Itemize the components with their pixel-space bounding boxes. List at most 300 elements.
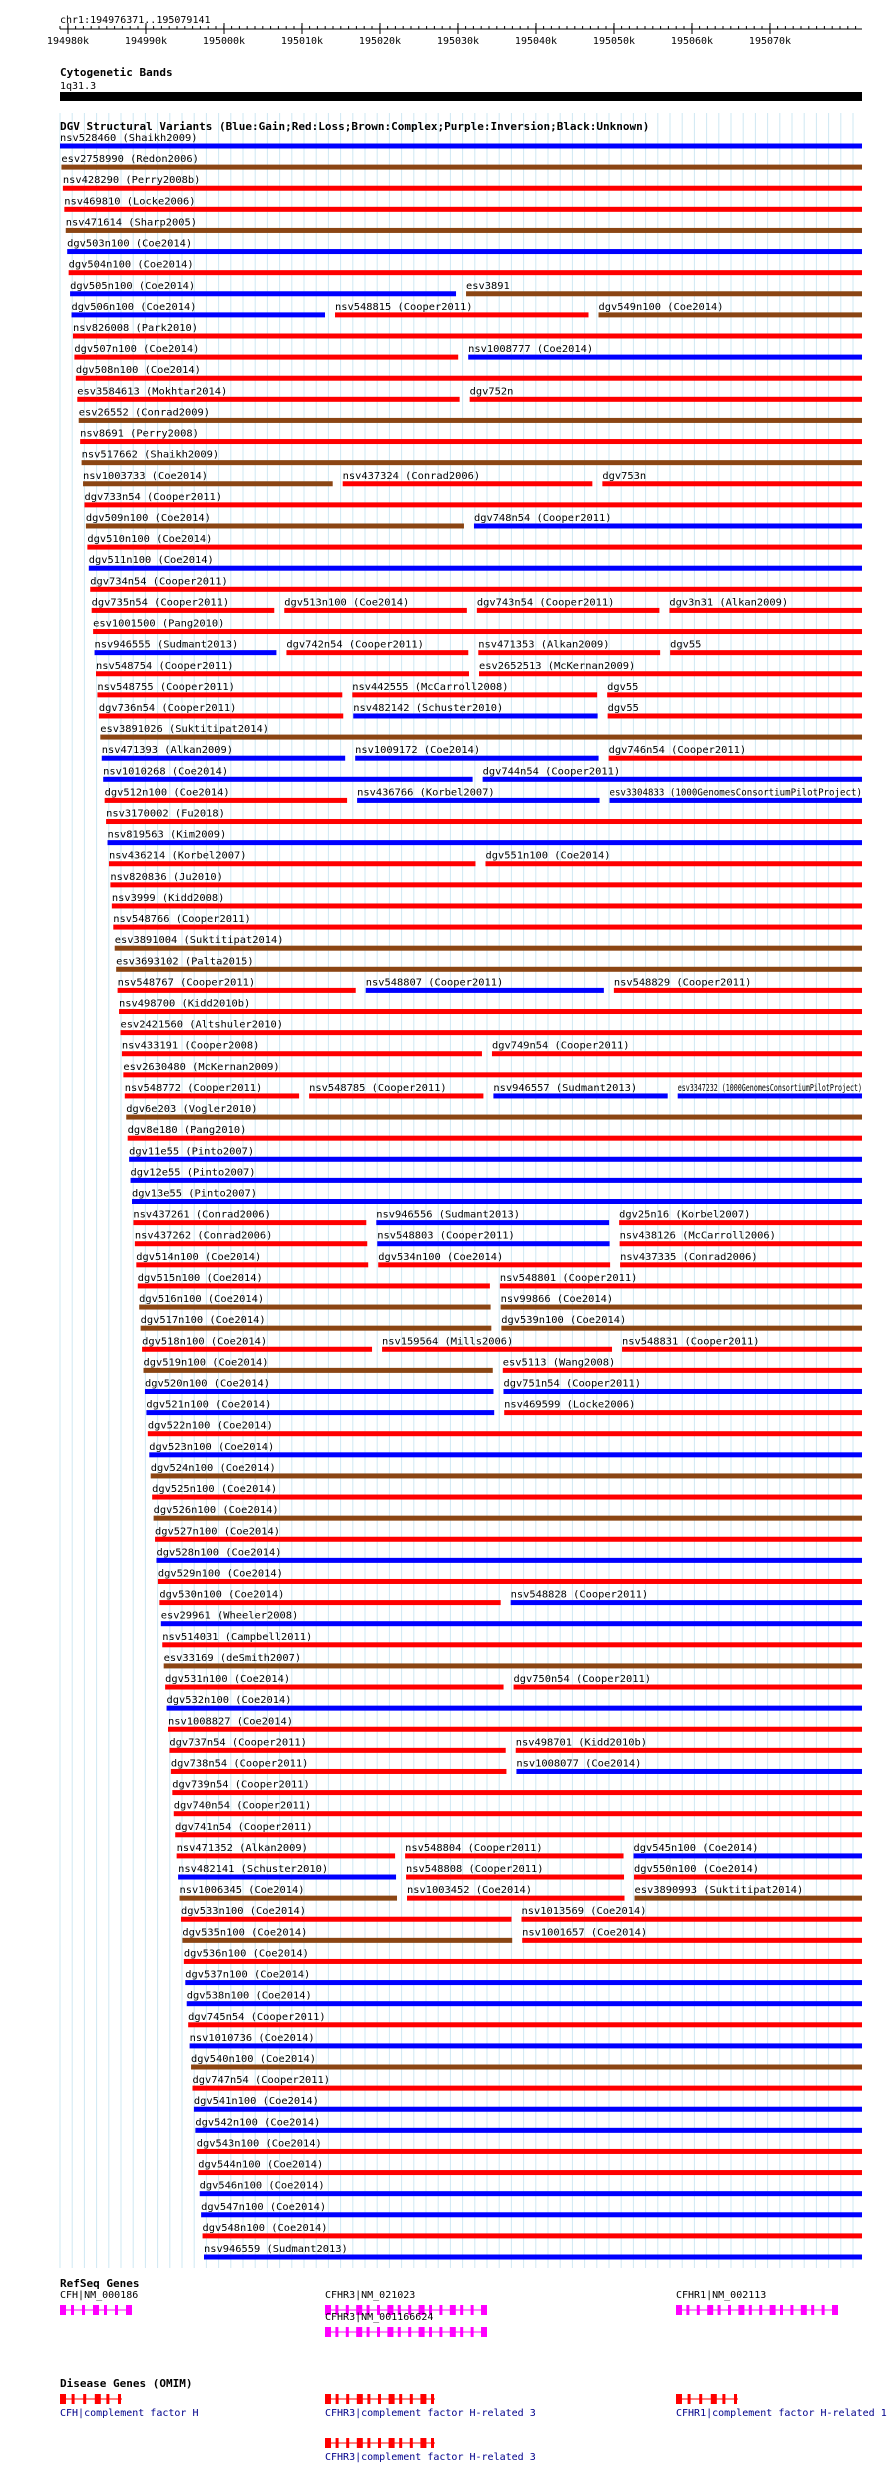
dgv-variant-bar[interactable] xyxy=(168,1727,862,1732)
dgv-variant-bar[interactable] xyxy=(479,671,862,676)
dgv-variant-bar[interactable] xyxy=(182,1938,512,1943)
dgv-variant-bar[interactable] xyxy=(407,1896,624,1901)
dgv-variant-bar[interactable] xyxy=(99,713,343,718)
dgv-variant-label: dgv526n100 (Coe2014) xyxy=(153,1505,279,1517)
dgv-variant-label: dgv544n100 (Coe2014) xyxy=(198,2159,324,2171)
dgv-variant-label: dgv745n54 (Cooper2011) xyxy=(188,2011,326,2023)
dgv-variant-label: nsv548754 (Cooper2011) xyxy=(96,660,234,672)
dgv-variant-label: nsv1008077 (Coe2014) xyxy=(516,1758,642,1770)
dgv-variant-bar[interactable] xyxy=(72,312,325,317)
dgv-variant-label: dgv741n54 (Cooper2011) xyxy=(175,1821,313,1833)
exon xyxy=(734,2394,737,2404)
dgv-variant-bar[interactable] xyxy=(478,650,660,655)
exon xyxy=(399,2438,402,2448)
cytoband-track-title: Cytogenetic Bands xyxy=(60,66,173,79)
dgv-variant-label: dgv751n54 (Cooper2011) xyxy=(503,1378,641,1390)
dgv-variant-label: nsv438126 (McCarroll2006) xyxy=(619,1230,776,1242)
dgv-variant-label: nsv548755 (Cooper2011) xyxy=(97,681,235,693)
exon xyxy=(439,2305,442,2315)
dgv-variant-label: dgv55 xyxy=(607,681,639,693)
dgv-variant-bar[interactable] xyxy=(511,1600,862,1605)
dgv-variant-label: dgv746n54 (Cooper2011) xyxy=(608,745,747,757)
exon xyxy=(749,2305,752,2315)
dgv-variant-bar[interactable] xyxy=(64,207,862,212)
dgv-variant-label: nsv8691 (Perry2008) xyxy=(80,428,199,440)
dgv-variant-bar[interactable] xyxy=(286,650,468,655)
dgv-variant-bar[interactable] xyxy=(144,1368,493,1373)
ruler-tick-label: 195040k xyxy=(514,36,558,47)
dgv-variant-label: dgv543n100 (Coe2014) xyxy=(196,2138,322,2150)
dgv-variant-bar[interactable] xyxy=(608,713,862,718)
dgv-variant-bar[interactable] xyxy=(95,650,277,655)
exon xyxy=(367,2438,370,2448)
dgv-variant-bar[interactable] xyxy=(620,1262,862,1267)
omim-gene-glyph[interactable] xyxy=(60,2394,122,2404)
dgv-variant-bar[interactable] xyxy=(609,756,862,761)
dgv-variant-bar[interactable] xyxy=(63,186,862,191)
dgv-variant-label: dgv504n100 (Coe2014) xyxy=(68,259,194,271)
dgv-variant-label: dgv516n100 (Coe2014) xyxy=(139,1294,265,1306)
dgv-variant-bar[interactable] xyxy=(501,1326,862,1331)
dgv-variant-bar[interactable] xyxy=(405,1853,623,1858)
dgv-variant-label: nsv1008777 (Coe2014) xyxy=(468,344,594,356)
dgv-variant-bar[interactable] xyxy=(669,608,862,613)
dgv-variant-label: esv26552 (Conrad2009) xyxy=(78,407,210,419)
dgv-variant-bar[interactable] xyxy=(152,1495,862,1500)
dgv-variant-bar[interactable] xyxy=(135,1241,367,1246)
dgv-variant-label: dgv529n100 (Coe2014) xyxy=(157,1568,283,1580)
exon xyxy=(460,2305,463,2315)
dgv-track-title: DGV Structural Variants (Blue:Gain;Red:Loss;Brown:Complex;Purple:Inversion;Black:Unknown) xyxy=(60,120,650,133)
dgv-variant-label: nsv469599 (Locke2006) xyxy=(504,1399,636,1411)
dgv-variant-bar[interactable] xyxy=(185,1980,862,1985)
dgv-variant-bar[interactable] xyxy=(69,270,862,275)
dgv-variant-bar[interactable] xyxy=(138,1283,490,1288)
dgv-variant-label: dgv523n100 (Coe2014) xyxy=(149,1441,275,1453)
dgv-variant-label: nsv548815 (Cooper2011) xyxy=(335,301,473,313)
dgv-variant-bar[interactable] xyxy=(96,671,469,676)
refseq-gene-glyph[interactable] xyxy=(325,2327,487,2337)
dgv-variant-bar[interactable] xyxy=(145,1389,494,1394)
dgv-variant-bar[interactable] xyxy=(503,1389,862,1394)
dgv-variant-bar[interactable] xyxy=(126,1115,862,1120)
dgv-variant-label: dgv738n54 (Cooper2011) xyxy=(170,1758,309,1770)
dgv-variant-label: dgv740n54 (Cooper2011) xyxy=(173,1800,312,1812)
dgv-variant-bar[interactable] xyxy=(172,1790,862,1795)
exon xyxy=(711,2394,717,2404)
dgv-variant-bar[interactable] xyxy=(188,2022,862,2027)
dgv-variant-bar[interactable] xyxy=(492,1051,862,1056)
dgv-variant-label: nsv469810 (Locke2006) xyxy=(64,196,196,208)
dgv-variant-bar[interactable] xyxy=(119,1009,862,1014)
dgv-variant-label: esv5113 (Wang2008) xyxy=(502,1357,616,1369)
exon xyxy=(367,2394,370,2404)
dgv-variant-bar[interactable] xyxy=(516,1769,862,1774)
dgv-variant-label: dgv531n100 (Coe2014) xyxy=(165,1674,291,1686)
dgv-variant-label: nsv471353 (Alkan2009) xyxy=(478,639,610,651)
dgv-variant-bar[interactable] xyxy=(197,2149,862,2154)
dgv-variant-label: dgv535n100 (Coe2014) xyxy=(182,1927,308,1939)
dgv-variant-bar[interactable] xyxy=(500,1283,862,1288)
omim-gene-label[interactable]: CFHR3|complement factor H-related 3 xyxy=(325,2408,536,2419)
dgv-variant-label: dgv528n100 (Coe2014) xyxy=(156,1547,282,1559)
dgv-variant-bar[interactable] xyxy=(116,967,862,972)
dgv-variant-label: dgv503n100 (Coe2014) xyxy=(67,238,193,250)
dgv-variant-label: dgv546n100 (Coe2014) xyxy=(199,2180,325,2192)
dgv-variant-bar[interactable] xyxy=(614,988,862,993)
dgv-variant-bar[interactable] xyxy=(622,1347,862,1352)
dgv-variant-label: nsv471614 (Sharp2005) xyxy=(65,217,198,229)
dgv-variant-bar[interactable] xyxy=(77,397,459,402)
dgv-variant-bar[interactable] xyxy=(474,523,862,528)
exon xyxy=(688,2394,691,2404)
dgv-variant-label: nsv946559 (Sudmant2013) xyxy=(204,2244,348,2255)
dgv-variant-bar[interactable] xyxy=(110,882,862,887)
dgv-variant-bar[interactable] xyxy=(352,692,597,697)
dgv-variant-label: nsv819563 (Kim2009) xyxy=(107,829,227,841)
dgv-variant-bar[interactable] xyxy=(468,355,862,360)
omim-track-title: Disease Genes (OMIM) xyxy=(60,2377,193,2390)
exon xyxy=(336,2394,339,2404)
refseq-gene-label[interactable]: CFH|NM_000186 xyxy=(60,2290,139,2301)
dgv-variant-bar[interactable] xyxy=(200,2191,862,2196)
dgv-variant-bar[interactable] xyxy=(187,2001,862,2006)
dgv-variant-bar[interactable] xyxy=(131,1178,862,1183)
dgv-variant-bar[interactable] xyxy=(149,1452,862,1457)
exon xyxy=(82,2305,85,2315)
dgv-variant[interactable] xyxy=(678,1083,862,1099)
dgv-variant-bar[interactable] xyxy=(634,1875,862,1880)
dgv-variant-bar[interactable] xyxy=(156,1558,862,1563)
dgv-variant-label: nsv548804 (Cooper2011) xyxy=(405,1842,543,1854)
dgv-variant-bar[interactable] xyxy=(100,735,862,740)
dgv-variant-bar[interactable] xyxy=(142,1347,372,1352)
dgv-variant-bar[interactable] xyxy=(70,291,456,296)
dgv-variant-bar[interactable] xyxy=(177,1853,395,1858)
dgv-variant-bar[interactable] xyxy=(503,1368,862,1373)
exon xyxy=(95,2394,101,2404)
dgv-variant-bar[interactable] xyxy=(619,1220,862,1225)
dgv-variant-bar[interactable] xyxy=(103,777,472,782)
dgv-variant-bar[interactable] xyxy=(174,1811,862,1816)
dgv-variant-bar[interactable] xyxy=(355,756,598,761)
dgv-variant-bar[interactable] xyxy=(106,819,862,824)
dgv-variant-label: dgv748n54 (Cooper2011) xyxy=(473,512,612,524)
dgv-variant-bar[interactable] xyxy=(376,1220,609,1225)
dgv-variant-bar[interactable] xyxy=(108,840,862,845)
dgv-variant-bar[interactable] xyxy=(516,1748,862,1753)
dgv-variant-bar[interactable] xyxy=(151,1473,862,1478)
dgv-variant-label: nsv1008827 (Coe2014) xyxy=(168,1716,293,1728)
dgv-variant-bar[interactable] xyxy=(195,2128,862,2133)
dgv-variant-bar[interactable] xyxy=(61,165,862,170)
dgv-variant-bar[interactable] xyxy=(90,587,862,592)
dgv-variant-bar[interactable] xyxy=(343,481,593,486)
omim-gene-label[interactable]: CFHR1|complement factor H-related 1 xyxy=(676,2408,887,2419)
dgv-variant-label: esv29961 (Wheeler2008) xyxy=(160,1610,299,1622)
dgv-variant-bar[interactable] xyxy=(89,566,862,571)
dgv-variant-bar[interactable] xyxy=(82,460,862,465)
dgv-variant-bar[interactable] xyxy=(191,2065,862,2070)
dgv-variant-label: dgv537n100 (Coe2014) xyxy=(185,1969,311,1981)
dgv-variant-label: nsv548772 (Cooper2011) xyxy=(124,1082,263,1094)
ruler-tick-label: 195020k xyxy=(358,36,402,47)
dgv-variant-label: dgv519n100 (Coe2014) xyxy=(143,1357,269,1369)
dgv-variant-label: esv3693102 (Palta2015) xyxy=(116,956,254,968)
dgv-variant-bar[interactable] xyxy=(514,1685,862,1690)
exon xyxy=(718,2305,721,2315)
dgv-variant-bar[interactable] xyxy=(97,692,342,697)
dgv-variant-bar[interactable] xyxy=(175,1832,862,1837)
dgv-variant-label: nsv946556 (Sudmant2013) xyxy=(376,1209,521,1221)
dgv-variant-bar[interactable] xyxy=(60,144,862,149)
dgv-variant-bar[interactable] xyxy=(125,1093,299,1098)
dgv-variant-bar[interactable] xyxy=(162,1642,862,1647)
dgv-variant-label: dgv547n100 (Coe2014) xyxy=(201,2201,327,2213)
dgv-variant-bar[interactable] xyxy=(120,1030,862,1035)
omim-track xyxy=(60,2394,887,2463)
dgv-variant-bar[interactable] xyxy=(599,312,862,317)
dgv-variant-bar[interactable] xyxy=(382,1347,612,1352)
dgv-variant-bar[interactable] xyxy=(92,608,275,613)
exon xyxy=(450,2327,456,2337)
dgv-variant-bar[interactable] xyxy=(129,1157,862,1162)
dgv-variant-label: nsv3999 (Kidd2008) xyxy=(111,892,225,904)
dgv-variant-label: dgv735n54 (Cooper2011) xyxy=(91,597,230,609)
exon xyxy=(471,2327,474,2337)
dgv-variant-label: dgv540n100 (Coe2014) xyxy=(191,2054,317,2066)
dgv-variant-bar[interactable] xyxy=(122,1051,482,1056)
exon xyxy=(378,2394,381,2404)
ruler-tick-label: 195010k xyxy=(280,36,324,47)
dgv-variant-bar[interactable] xyxy=(164,1663,862,1668)
exon xyxy=(431,2438,434,2448)
dgv-variant-bar[interactable] xyxy=(83,481,333,486)
exon xyxy=(471,2305,474,2315)
dgv-variant-label: nsv1003452 (Coe2014) xyxy=(407,1885,533,1897)
exon xyxy=(811,2305,814,2315)
dgv-variant-bar[interactable] xyxy=(178,1875,396,1880)
exon xyxy=(377,2327,380,2337)
dgv-variant-bar[interactable] xyxy=(284,608,467,613)
dgv-variant-bar[interactable] xyxy=(148,1431,862,1436)
refseq-gene-glyph[interactable] xyxy=(676,2305,838,2315)
dgv-variant-bar[interactable] xyxy=(93,629,862,634)
dgv-variant-bar[interactable] xyxy=(80,439,862,444)
dgv-variant-bar[interactable] xyxy=(165,1685,503,1690)
dgv-variant-bar[interactable] xyxy=(522,1938,862,1943)
dgv-variant-bar[interactable] xyxy=(504,1410,862,1415)
dgv-variant-bar[interactable] xyxy=(184,1959,862,1964)
dgv-variant-bar[interactable] xyxy=(133,1220,366,1225)
dgv-variant-label: nsv548808 (Cooper2011) xyxy=(406,1864,544,1876)
exon xyxy=(738,2305,744,2315)
dgv-variant-bar[interactable] xyxy=(501,1305,862,1310)
dgv-variant-bar[interactable] xyxy=(105,798,347,803)
dgv-variant-label: esv3891004 (Suktitipat2014) xyxy=(114,935,284,947)
dgv-variant-bar[interactable] xyxy=(67,249,862,254)
dgv-variant-bar[interactable] xyxy=(194,2107,862,2112)
dgv-variant-bar[interactable] xyxy=(670,650,862,655)
dgv-variant-label: dgv6e203 (Vogler2010) xyxy=(126,1104,258,1116)
dgv-variant-bar[interactable] xyxy=(118,988,356,993)
refseq-track xyxy=(60,2290,838,2337)
dgv-variant-label: nsv548829 (Cooper2011) xyxy=(613,977,752,989)
omim-gene-label[interactable]: CFH|complement factor H xyxy=(60,2408,199,2419)
refseq-gene-label[interactable]: CFHR3|NM_021023 xyxy=(325,2290,416,2301)
dgv-variant-bar[interactable] xyxy=(477,608,660,613)
dgv-variant-bar[interactable] xyxy=(366,988,604,993)
dgv-variant-bar[interactable] xyxy=(353,713,597,718)
dgv-variant-bar[interactable] xyxy=(79,418,862,423)
exon xyxy=(93,2305,99,2315)
dgv-variant-label: dgv513n100 (Coe2014) xyxy=(284,597,410,609)
exon xyxy=(460,2327,463,2337)
dgv-variant-bar[interactable] xyxy=(378,1262,610,1267)
dgv-variant-label: dgv512n100 (Coe2014) xyxy=(104,787,230,799)
dgv-variant-bar[interactable] xyxy=(146,1410,494,1415)
dgv-variant-bar[interactable] xyxy=(128,1136,862,1141)
dgv-variant-label: esv2758990 (Redon2006) xyxy=(61,154,199,166)
dgv-variant-bar[interactable] xyxy=(470,397,862,402)
omim-gene-label[interactable]: CFHR3|complement factor H-related 3 xyxy=(325,2452,536,2463)
dgv-variant-label: dgv550n100 (Coe2014) xyxy=(634,1864,760,1876)
dgv-variant[interactable] xyxy=(610,787,862,803)
dgv-variant-bar[interactable] xyxy=(204,2255,862,2260)
refseq-gene-label[interactable]: CFHR1|NM_002113 xyxy=(676,2290,767,2301)
exon xyxy=(357,2394,363,2404)
dgv-variant-bar[interactable] xyxy=(485,861,862,866)
dgv-variant-bar[interactable] xyxy=(357,798,599,803)
dgv-variant-bar[interactable] xyxy=(602,481,862,486)
exon xyxy=(336,2438,339,2448)
dgv-variant-label: nsv820836 (Ju2010) xyxy=(110,871,223,883)
dgv-variant-bar[interactable] xyxy=(171,1769,507,1774)
dgv-variant-bar[interactable] xyxy=(76,376,862,381)
dgv-variant-label: esv3584613 (Mokhtar2014) xyxy=(77,386,228,398)
exon xyxy=(686,2305,689,2315)
dgv-variant-bar[interactable] xyxy=(73,333,862,338)
dgv-variant-bar[interactable] xyxy=(406,1875,624,1880)
dgv-variant-bar[interactable] xyxy=(109,861,476,866)
dgv-variant-bar[interactable] xyxy=(102,756,345,761)
dgv-variant-bar[interactable] xyxy=(84,502,862,507)
dgv-variant-bar[interactable] xyxy=(192,2086,862,2091)
dgv-variant-label: dgv55 xyxy=(607,702,639,714)
dgv-variant-bar[interactable] xyxy=(169,1748,505,1753)
dgv-variant-label: dgv549n100 (Coe2014) xyxy=(598,301,724,313)
dgv-variant-bar[interactable] xyxy=(180,1896,397,1901)
dgv-variant-bar[interactable] xyxy=(158,1579,862,1584)
dgv-variant-bar[interactable] xyxy=(181,1917,512,1922)
dgv-variant-bar[interactable] xyxy=(113,925,862,930)
dgv-variant-bar[interactable] xyxy=(309,1093,483,1098)
dgv-variant-bar[interactable] xyxy=(112,903,862,908)
dgv-variant-label: esv2630480 (McKernan2009) xyxy=(123,1061,280,1073)
dgv-variant-bar[interactable] xyxy=(198,2170,862,2175)
dgv-variant-bar[interactable] xyxy=(377,1241,609,1246)
omim-gene-glyph[interactable] xyxy=(676,2394,738,2404)
dgv-variant-bar[interactable] xyxy=(154,1516,862,1521)
dgv-variant-bar[interactable] xyxy=(635,1896,862,1901)
exon xyxy=(357,2438,363,2448)
dgv-variant-label: dgv742n54 (Cooper2011) xyxy=(286,639,424,651)
dgv-variant-label: nsv548785 (Cooper2011) xyxy=(309,1082,447,1094)
dgv-variant-bar[interactable] xyxy=(678,1093,862,1098)
dgv-variant-bar[interactable] xyxy=(155,1537,862,1542)
dgv-variant-label: dgv11e55 (Pinto2007) xyxy=(129,1146,255,1158)
exon xyxy=(759,2305,762,2315)
dgv-variant-bar[interactable] xyxy=(66,228,862,233)
dgv-variant-bar[interactable] xyxy=(466,291,862,296)
dgv-variant-bar[interactable] xyxy=(607,692,862,697)
dgv-variant-bar[interactable] xyxy=(123,1072,862,1077)
dgv-variant-bar[interactable] xyxy=(190,2043,862,2048)
omim-gene-glyph[interactable] xyxy=(325,2438,435,2448)
dgv-variant-bar[interactable] xyxy=(521,1917,862,1922)
exon xyxy=(126,2305,132,2315)
dgv-variant-bar[interactable] xyxy=(115,946,862,951)
dgv-variant-bar[interactable] xyxy=(136,1262,368,1267)
dgv-variant-bar[interactable] xyxy=(335,312,588,317)
dgv-variant-label: nsv1006345 (Coe2014) xyxy=(179,1885,305,1897)
dgv-variant-bar[interactable] xyxy=(201,2212,862,2217)
dgv-variant-bar[interactable] xyxy=(132,1199,862,1204)
dgv-variant-label: nsv482141 (Schuster2010) xyxy=(178,1864,329,1876)
dgv-variant-bar[interactable] xyxy=(610,798,862,803)
exon xyxy=(356,2327,362,2337)
dgv-variant-label: dgv55 xyxy=(670,639,702,651)
exon xyxy=(346,2438,349,2448)
dgv-variant-bar[interactable] xyxy=(139,1305,490,1310)
exon xyxy=(71,2305,74,2315)
dgv-variant-label: dgv551n100 (Coe2014) xyxy=(485,850,611,862)
exon xyxy=(378,2438,381,2448)
dgv-variant-bar[interactable] xyxy=(634,1853,862,1858)
dgv-variant-label: dgv750n54 (Cooper2011) xyxy=(513,1674,652,1686)
dgv-variant-label: dgv527n100 (Coe2014) xyxy=(155,1526,281,1538)
refseq-gene-glyph[interactable] xyxy=(60,2305,132,2315)
dgv-variant-bar[interactable] xyxy=(161,1621,862,1626)
dgv-variant-label: dgv514n100 (Coe2014) xyxy=(136,1251,262,1263)
dgv-variant-label: nsv548831 (Cooper2011) xyxy=(622,1336,760,1348)
refseq-gene-label[interactable]: CFHR3|NM_001166624 xyxy=(325,2312,434,2323)
exon xyxy=(104,2305,107,2315)
dgv-variant-bar[interactable] xyxy=(493,1093,667,1098)
dgv-variant-bar[interactable] xyxy=(483,777,862,782)
dgv-variant-bar[interactable] xyxy=(620,1241,862,1246)
dgv-variant-bar[interactable] xyxy=(167,1706,862,1711)
dgv-variant-bar[interactable] xyxy=(203,2233,862,2238)
exon xyxy=(346,2394,349,2404)
omim-gene-glyph[interactable] xyxy=(325,2394,435,2404)
dgv-variant-bar[interactable] xyxy=(87,545,862,550)
exon xyxy=(325,2438,331,2448)
dgv-variant-bar[interactable] xyxy=(141,1326,492,1331)
dgv-variant-bar[interactable] xyxy=(74,355,458,360)
cytoband-bar[interactable] xyxy=(60,92,862,101)
exon xyxy=(439,2327,442,2337)
exon xyxy=(707,2305,713,2315)
dgv-variant-label: nsv436766 (Korbel2007) xyxy=(357,787,495,799)
dgv-variant-bar[interactable] xyxy=(159,1600,500,1605)
exon xyxy=(389,2394,395,2404)
dgv-variant-label: nsv1010736 (Coe2014) xyxy=(189,2032,315,2044)
dgv-variant-bar[interactable] xyxy=(86,523,464,528)
dgv-variant-label: dgv747n54 (Cooper2011) xyxy=(192,2075,330,2087)
dgv-variant-label: dgv525n100 (Coe2014) xyxy=(152,1484,278,1496)
dgv-variant-label: dgv743n54 (Cooper2011) xyxy=(476,597,615,609)
